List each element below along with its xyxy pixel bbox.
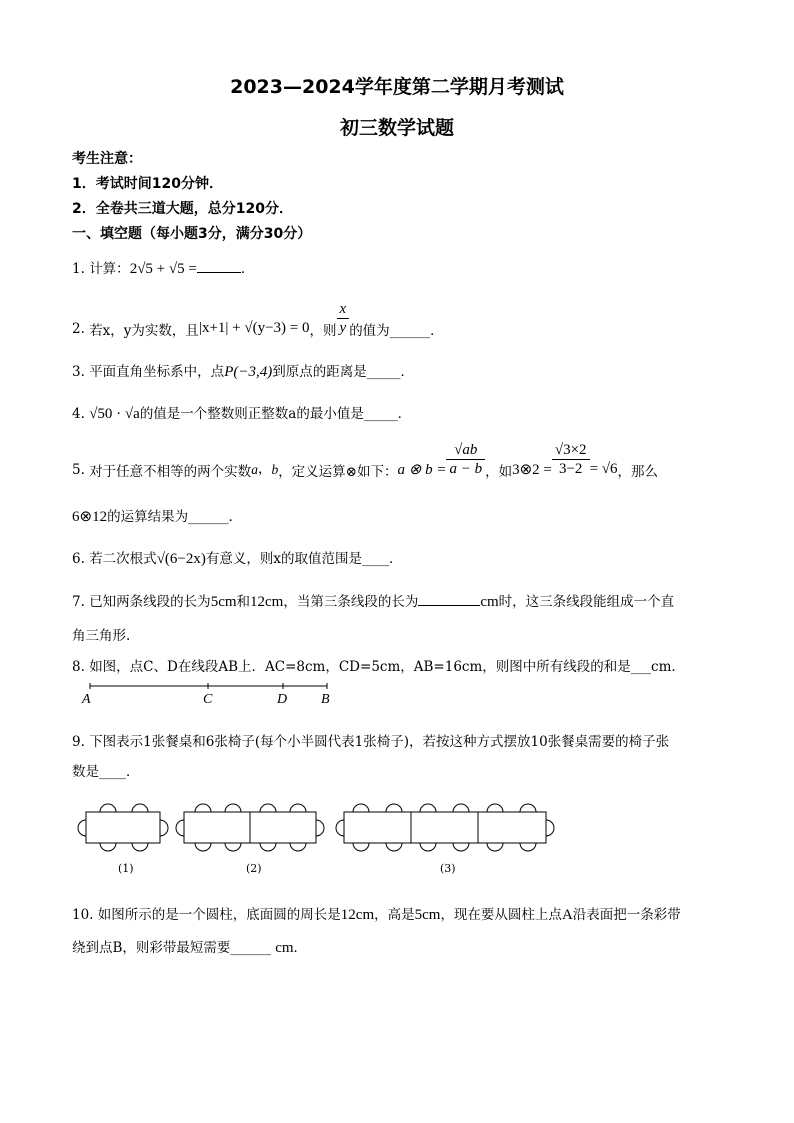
question-10-line-2: 绕到点B，则彩带最短需要______ cm． [72, 940, 308, 956]
point-label-d: D [277, 692, 288, 707]
notice-heading: 考生注意： [72, 151, 142, 167]
q1-expression: 2√5 + √5 = [129, 261, 197, 277]
question-2: 2. 若x，y为实数，且|x+1| + √(y−3) = 0，则 $\frac{x}{y}$ 的值为______． [72, 301, 444, 339]
point-label-b: B [321, 692, 330, 707]
question-8: 8. 如图，点C、D在线段AB上．AC=8cm，CD=5cm，AB=16cm，则图中所有线段的和是___cm． [72, 659, 685, 675]
figure-label-2: (2) [246, 862, 262, 875]
q3-point: P(−3,4) [224, 364, 273, 380]
notice-item-1: 1．考试时间120分钟． [72, 176, 223, 192]
figure-label-1: (1) [118, 862, 134, 875]
question-3: 3. 平面直角坐标系中，点P(−3,4)到原点的距离是_____． [72, 364, 414, 380]
q2-fraction: $\frac{x}{y}$ [337, 300, 350, 337]
notice-item-2: 2．全卷共三道大题，总分120分． [72, 201, 293, 217]
page-title: 2023—2024学年度第二学期月考测试 [230, 76, 564, 98]
figure-label-3: (3) [440, 862, 456, 875]
question-9-line-2: 数是____． [72, 764, 140, 780]
question-1: 1. 计算：2√5 + √5 = ． [72, 257, 254, 278]
q5-example-fraction: $\frac{√3\times 2}{3-2}$ [552, 441, 590, 478]
section-heading: 一、填空题（每小题3分，满分30分） [72, 226, 312, 242]
question-10: 10. 如图所示的是一个圆柱，底面圆的周长是12cm，高是5cm，现在要从圆柱上点A沿表面把一条彩带 [72, 907, 681, 923]
q6-expression: √(6−2x) [156, 551, 206, 567]
question-7: 7. 已知两条线段的长为5cm和12cm，当第三条线段的长为 cm时，这三条线段能组成一个直 [72, 590, 674, 611]
point-label-c: C [203, 692, 213, 707]
q2-expression: |x+1| + √(y−3) = 0 [198, 320, 310, 336]
q5-definition-fraction: $\frac{√ab}{a - b}$ [446, 441, 485, 478]
question-5: 5. 对于任意不相等的两个实数a，b，定义运算⊗如下：a ⊗ b = $\frac{√ab}{a - b}$ ，如3⊗2 = $\frac{√3\times 2}{3-2}$ = √6，那么 [72, 442, 659, 480]
question-9: 9. 下图表示1张餐桌和6张椅子(每个小半圆代表1张椅子)，若按这种方式摆放10张餐桌需要的椅子张 [72, 734, 670, 750]
q4-expression: √50 · √a [89, 406, 140, 422]
question-7-line-2: 角三角形. [72, 628, 131, 644]
question-5-line-2: 6⊗12的运算结果为______． [72, 509, 243, 525]
table-arrangement-figure [70, 795, 570, 865]
question-4: 4. √50 · √a的值是一个整数则正整数a的最小值是_____． [72, 406, 412, 422]
question-6: 6. 若二次根式√(6−2x)有意义，则x的取值范围是____． [72, 551, 403, 567]
point-label-a: A [82, 692, 91, 707]
page-subtitle: 初三数学试题 [339, 117, 454, 139]
